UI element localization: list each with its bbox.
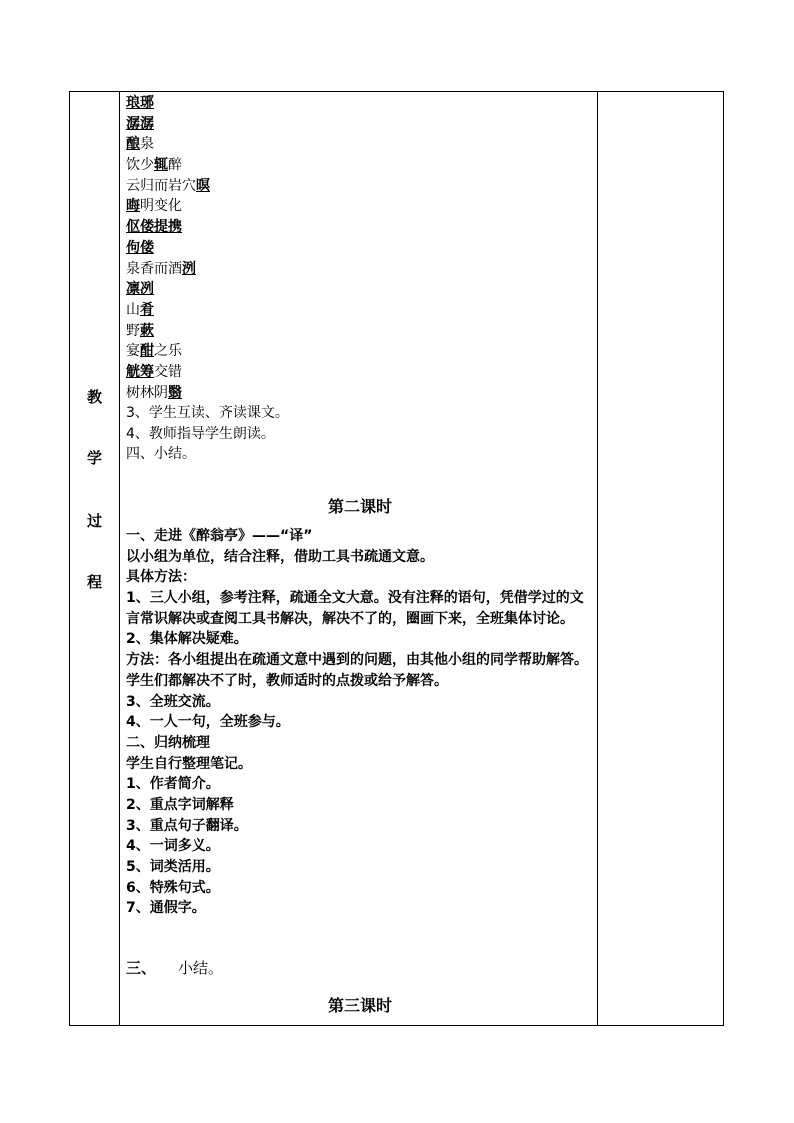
- vocab-item: [126, 259, 594, 280]
- vocab-list: [126, 93, 594, 403]
- vocab-keyword: 佝偻: [126, 239, 154, 256]
- vocab-text: 交错: [154, 363, 182, 380]
- vocab-keyword: 潺潺: [126, 115, 154, 132]
- lesson2-method-2: 2、集体解决疑难。: [126, 631, 248, 648]
- vocab-item: [126, 279, 594, 300]
- vocab-keyword: 觥筹: [126, 363, 154, 380]
- side-label-char-3: 过: [86, 512, 102, 530]
- lesson2-note-6: 6、特殊句式。: [126, 879, 220, 896]
- lesson2-summary-number: 三、: [126, 959, 157, 977]
- vocab-text: 醉: [168, 157, 182, 174]
- vocab-text: 泉香而酒: [126, 260, 182, 277]
- vocab-item: [126, 134, 594, 155]
- lesson2-note-3: 3、重点句子翻译。: [126, 817, 248, 834]
- lesson2-note-4: 4、一词多义。: [126, 838, 220, 855]
- vocab-keyword: 伛偻提携: [126, 219, 182, 236]
- side-label-char-2: 学: [86, 449, 102, 467]
- vocab-keyword: 酿: [126, 136, 140, 153]
- vocab-item: [126, 217, 594, 238]
- vocab-text: 宴: [126, 343, 140, 360]
- vocab-text: 山: [126, 301, 140, 318]
- vocab-keyword: 翳: [168, 384, 182, 401]
- vocab-item: [126, 114, 594, 135]
- lesson2-note-1: 1、作者简介。: [126, 776, 220, 793]
- vocab-text: 明变化: [140, 198, 182, 215]
- vocab-item: [126, 155, 594, 176]
- vocab-item: [126, 362, 594, 383]
- lesson2-method-label: 具体方法：: [126, 569, 196, 586]
- lesson1-tail: [126, 403, 594, 465]
- lesson3-title: 第三课时: [327, 996, 392, 1015]
- lesson2-method-1: 1、三人小组，参考注释，疏通全文大意。没有注释的语句，凭借学过的文言常识解决或查阅工具书解决，解决不了的，圈画下来，全班集体讨论。: [126, 590, 584, 627]
- lesson2-method-4: 4、一人一句，全班参与。: [126, 714, 290, 731]
- vocab-text: 树林阴: [126, 384, 168, 401]
- lesson2-step-2-desc: 学生自行整理笔记。: [126, 755, 252, 772]
- lesson2-method-desc: 方法：各小组提出在疏通文意中遇到的问题，由其他小组的同学帮助解答。学生们都解决不了时，教师适时的点拨或给予解答。: [126, 652, 588, 689]
- vocab-keyword: 酣: [140, 343, 154, 360]
- vocab-keyword: 暝: [196, 177, 210, 194]
- lesson2-step-2-heading: 二、归纳梳理: [126, 734, 210, 751]
- vocab-item: [126, 341, 594, 362]
- vocab-keyword: 洌: [182, 260, 196, 277]
- lesson2-note-5: 5、词类活用。: [126, 859, 220, 876]
- vocab-keyword: 琅琊: [126, 95, 154, 111]
- lesson2-step-1-heading: 一、走进《醉翁亭》——“译”: [126, 528, 313, 544]
- vocab-keyword: 蔌: [140, 322, 154, 339]
- vocab-text: 饮少: [126, 157, 154, 174]
- side-label-char-4: 程: [86, 573, 102, 591]
- lesson1-summary: 四、小结。: [126, 446, 196, 463]
- vocab-text: 云归而岩穴: [126, 177, 196, 194]
- lesson2-note-2: 2、重点字词解释: [126, 797, 234, 813]
- lesson2-method-3: 3、全班交流。: [126, 693, 220, 710]
- side-label-char-1: 教: [86, 388, 102, 406]
- lesson2-title: 第二课时: [327, 497, 392, 516]
- lesson2-step-1-desc: 以小组为单位，结合注释，借助工具书疏通文意。: [126, 548, 434, 565]
- column-divider-left: [119, 92, 120, 1025]
- vocab-item: [126, 321, 594, 342]
- lesson2-note-7: 7、通假字。: [126, 900, 206, 917]
- vocab-keyword: 晦: [126, 198, 140, 215]
- vocab-item: [126, 176, 594, 197]
- lesson2-summary-text: 小结。: [178, 959, 224, 977]
- lesson1-item-3: 3、学生互读、齐读课文。: [126, 405, 289, 421]
- vocab-item: [126, 300, 594, 321]
- lesson2-body: [126, 526, 594, 919]
- column-divider-right: [597, 92, 598, 1025]
- vocab-keyword: 肴: [140, 301, 154, 318]
- lesson2-summary: [126, 958, 223, 979]
- vocab-text: 之乐: [154, 343, 182, 360]
- lesson1-item-4: 4、教师指导学生朗读。: [126, 425, 275, 442]
- lesson-table: [69, 91, 724, 1026]
- vocab-keyword: 凛冽: [126, 281, 154, 298]
- vocab-item: [126, 196, 594, 217]
- vocab-text: 泉: [140, 136, 154, 153]
- vocab-item: [126, 93, 594, 114]
- vocab-item: [126, 383, 594, 404]
- vocab-text: 野: [126, 322, 140, 339]
- vocab-keyword: 辄: [154, 157, 168, 174]
- vocab-item: [126, 238, 594, 259]
